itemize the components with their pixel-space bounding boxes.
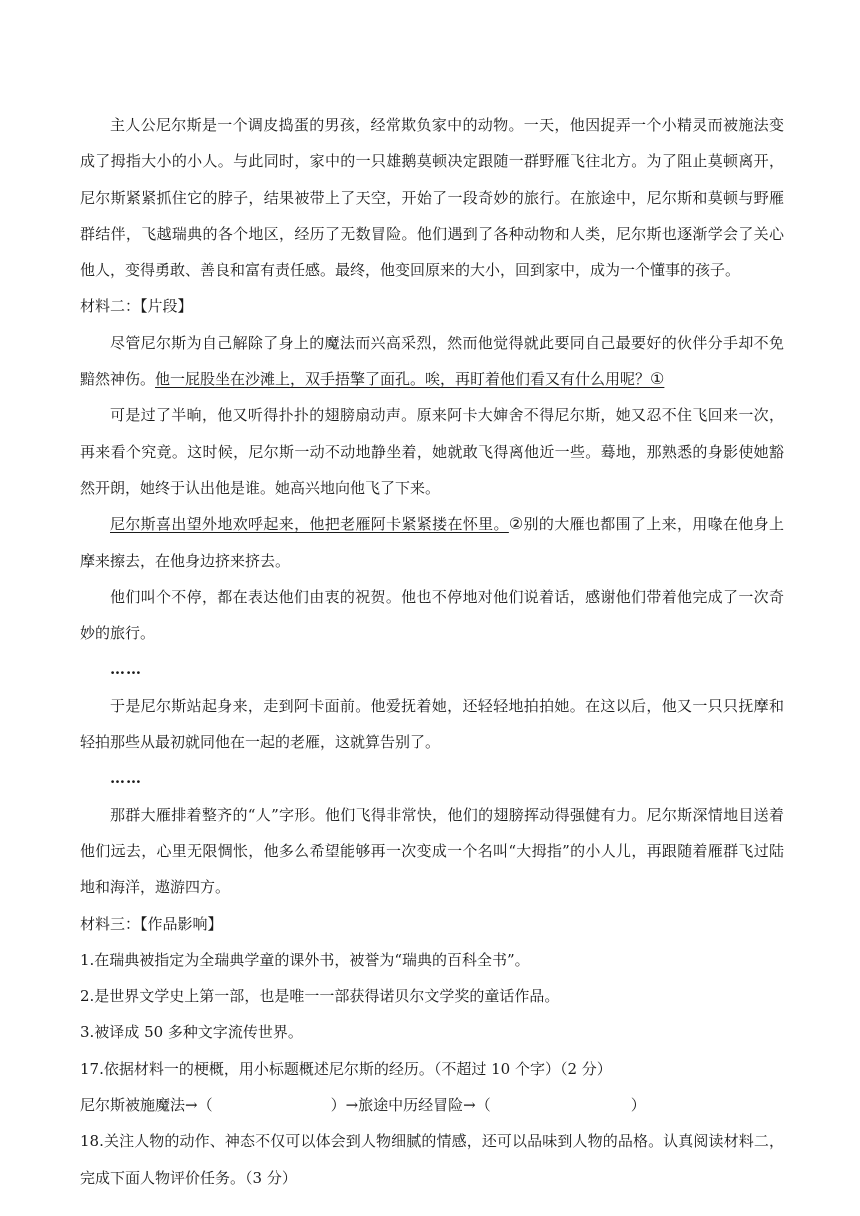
excerpt-paragraph-5: 于是尼尔斯站起身来，走到阿卡面前。他爱抚着她，还轻轻地拍拍她。在这以后，他又一只只抚摩和轻拍那些从最初就同他在一起的老雁，这就算告别了。 <box>80 696 784 752</box>
synopsis-paragraph: 主人公尼尔斯是一个调皮捣蛋的男孩，经常欺负家中的动物。一天，他因捉弄一个小精灵而被施法变成了拇指大小的小人。与此同时，家中的一只雄鹅莫顿决定跟随一群野雁飞往北方。为了阻止莫顿离开，尼尔斯紧紧抓住它的脖子，结果被带上了天空，开始了一段奇妙的旅行。在旅途中，尼尔斯和莫顿与野雁群结伴，飞越瑞典的各个地区，经历了无数冒险。他们遇到了各种动物和人类，尼尔斯也逐渐学会了关心他人，变得勇敢、善良和富有责任感。最终，他变回原来的大小，回到家中，成为一个懂事的孩子。 <box>80 116 784 280</box>
underlined-sentence-2: 尼尔斯喜出望外地欢呼起来，他把老雁阿卡紧紧搂在怀里。 <box>110 515 509 534</box>
excerpt-text: 尽管尼尔斯为自己解除了身上的魔法而兴高采烈，然而他觉得就此要同自己最要好的伙伴分手却不免黯然神伤。 <box>80 333 784 389</box>
excerpt-text: 别的大雁也都围了上来，用喙在他身上摩来擦去，在他身边挤来挤去。 <box>80 515 784 570</box>
excerpt-paragraph-3 <box>80 506 784 579</box>
marker-2: ② <box>508 514 524 534</box>
marker-1: ① <box>650 369 665 389</box>
material-three-heading: 材料三：【作品影响】 <box>80 914 223 933</box>
answer-suffix: ） <box>630 1096 646 1115</box>
material-two-heading: 材料二：【片段】 <box>80 297 193 316</box>
influence-item-3: 3.被译成 50 多种文字流传世界。 <box>80 1023 303 1042</box>
influence-item-1: 1.在瑞典被指定为全瑞典学童的课外书，被誉为“瑞典的百科全书”。 <box>80 950 530 969</box>
excerpt-paragraph-2: 可是过了半晌，他又听得扑扑的翅膀扇动声。原来阿卡大婶舍不得尼尔斯，她又忍不住飞回来一次，再来看个究竟。这时候，尼尔斯一动不动地静坐着，她就敢飞得离他近一些。蓦地，那熟悉的身影使她豁然开朗，她终于认出他是谁。她高兴地向他飞了下来。 <box>80 406 784 497</box>
ellipsis-1: …… <box>110 660 142 679</box>
ellipsis-2: …… <box>110 769 142 788</box>
excerpt-paragraph-1 <box>80 325 784 398</box>
answer-prefix: 尼尔斯被施魔法→（ <box>80 1096 213 1115</box>
question-17-answer-line <box>80 1087 784 1123</box>
underlined-sentence-1: 他一屁股坐在沙滩上，双手捂擎了面孔。唉，再盯着他们看又有什么用呢？ <box>155 370 651 389</box>
question-18: 18.关注人物的动作、神态不仅可以体会到人物细腻的情感，还可以品味到人物的品格。认真阅读材料二，完成下面人物评价任务。（3 分） <box>80 1132 784 1187</box>
influence-item-2: 2.是世界文学史上第一部，也是唯一一部获得诺贝尔文学奖的童话作品。 <box>80 987 560 1006</box>
excerpt-paragraph-4: 他们叫个不停，都在表达他们由衷的祝贺。他也不停地对他们说着话，感谢他们带着他完成了一次奇妙的旅行。 <box>80 587 784 643</box>
excerpt-paragraph-6: 那群大雁排着整齐的“人”字形。他们飞得非常快，他们的翅膀挥动得强健有力。尼尔斯深情地目送着他们远去，心里无限惆怅，他多么希望能够再一次变成一个名叫“大拇指”的小人儿，再跟随着雁群飞过陆地和海洋，遨游四方。 <box>80 805 784 897</box>
document-body <box>80 107 784 1196</box>
answer-middle: ）→旅途中历经冒险→（ <box>330 1096 491 1115</box>
question-17: 17.依据材料一的梗概，用小标题概述尼尔斯的经历。（不超过 10 个字）（2 分） <box>80 1059 612 1078</box>
